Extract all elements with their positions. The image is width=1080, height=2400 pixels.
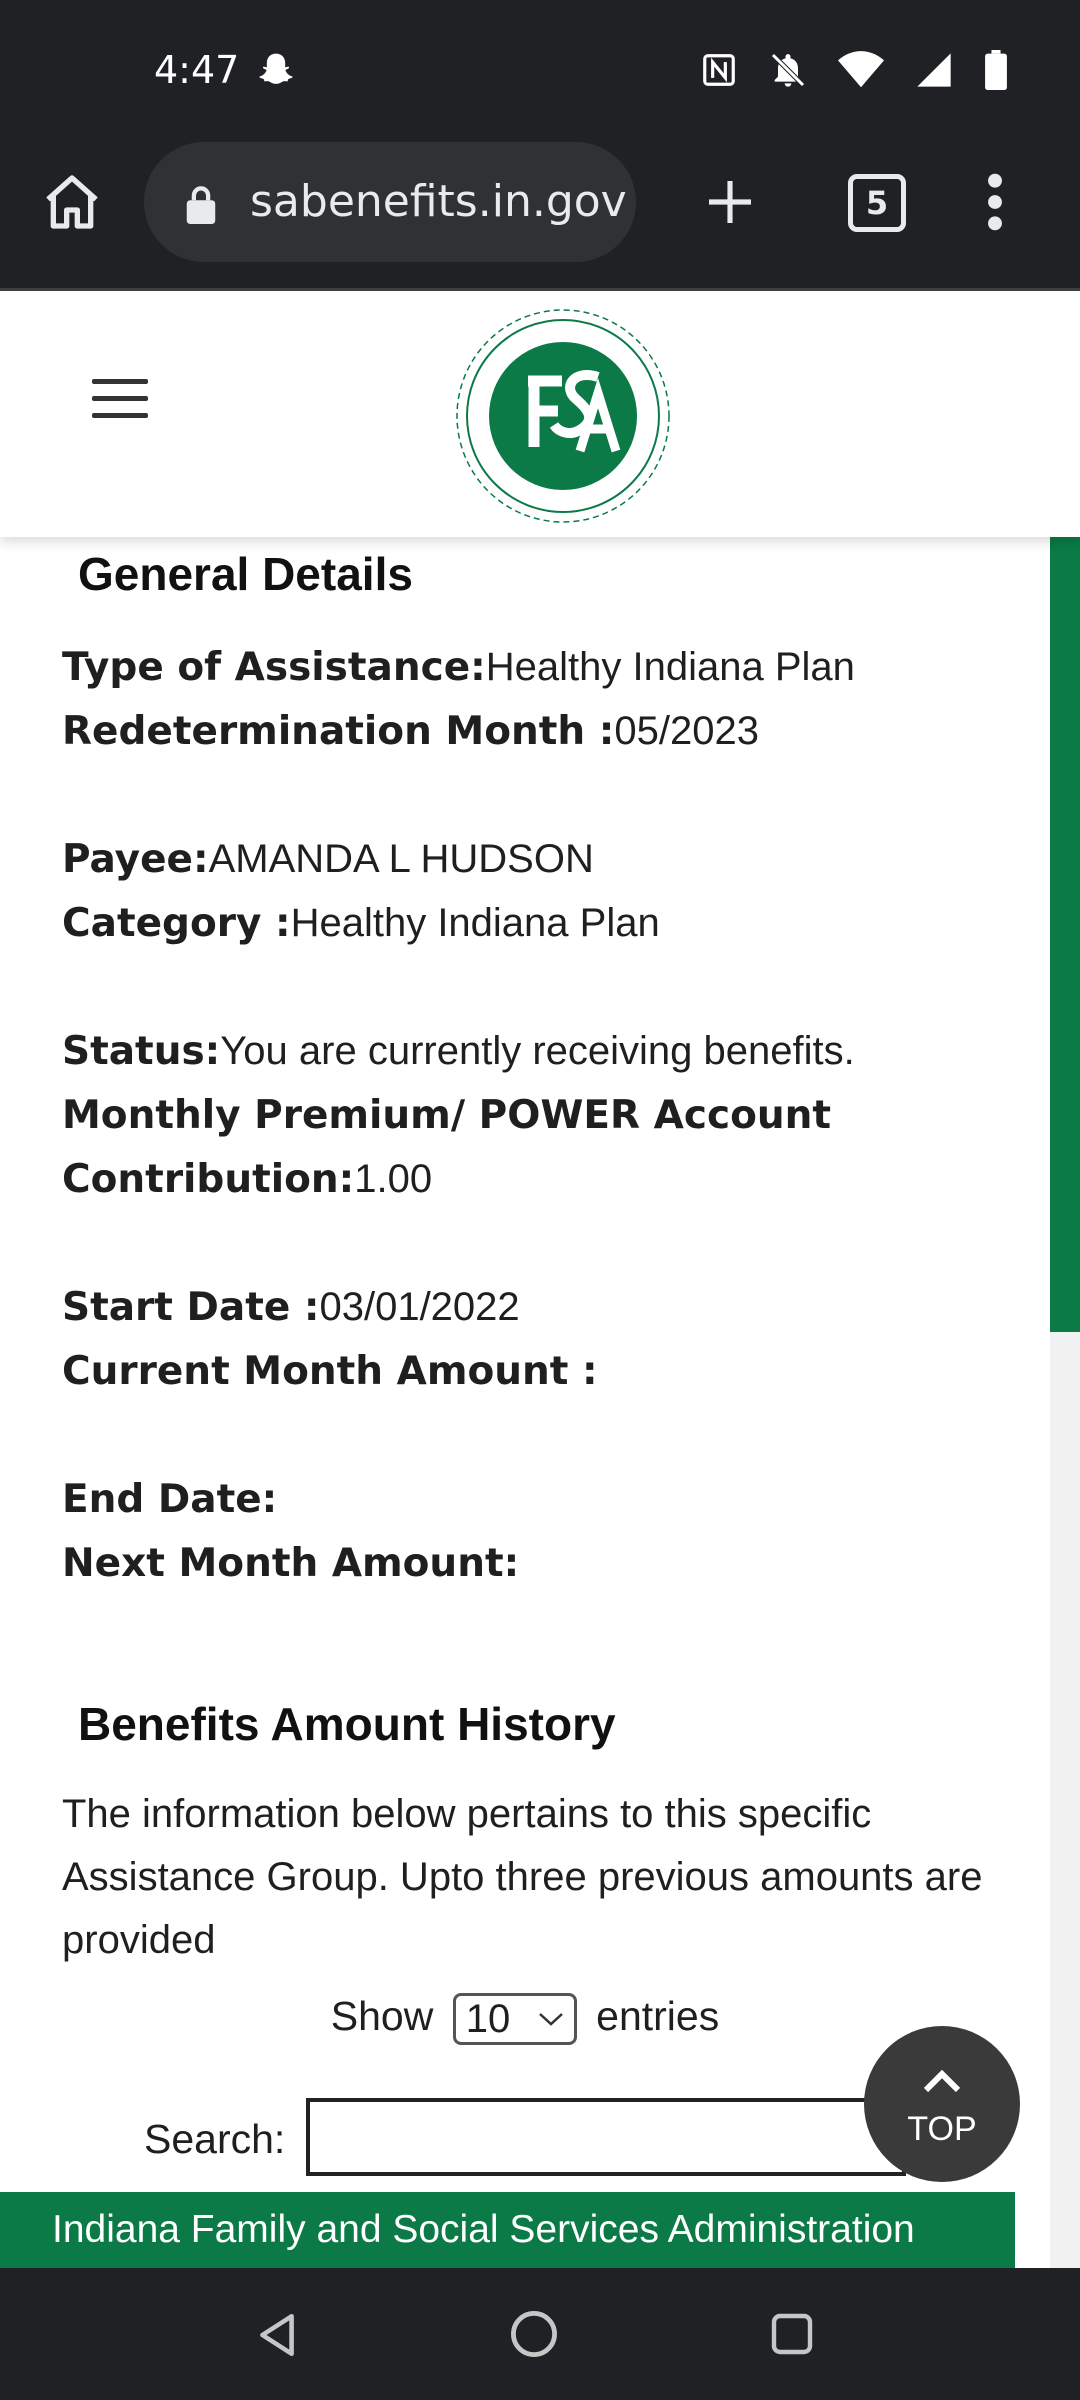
status-time: 4:47 bbox=[154, 48, 240, 92]
entries-label: entries bbox=[596, 1993, 720, 2039]
current-amount-row: Current Month Amount : bbox=[62, 1349, 598, 1394]
search-label: Search: bbox=[144, 2116, 286, 2162]
page-content bbox=[0, 537, 1050, 2192]
hamburger-menu-icon[interactable] bbox=[92, 379, 148, 423]
chevron-up-icon bbox=[920, 2066, 964, 2094]
chevron-down-icon bbox=[538, 2011, 564, 2027]
history-description: The information below pertains to this specific Assistance Group. Upto three previous amounts are provided bbox=[62, 1792, 983, 1962]
category-row: Category :Healthy Indiana Plan bbox=[62, 901, 660, 946]
status-bar bbox=[0, 0, 1080, 140]
url-text: sabenefits.in.gov bbox=[250, 176, 627, 227]
redetermination-row: Redetermination Month :05/2023 bbox=[62, 709, 759, 754]
entries-select[interactable] bbox=[453, 1993, 577, 2045]
footer-bar: Indiana Family and Social Services Administration bbox=[0, 2192, 1015, 2268]
status-icons bbox=[700, 50, 1008, 90]
address-bar[interactable] bbox=[144, 142, 636, 262]
type-of-assistance-row: Type of Assistance:Healthy Indiana Plan bbox=[62, 645, 855, 690]
site-header bbox=[0, 291, 1080, 537]
home-circle-icon[interactable] bbox=[508, 2308, 560, 2360]
signal-icon bbox=[914, 50, 954, 90]
system-navigation-bar bbox=[0, 2268, 1080, 2400]
next-amount-row: Next Month Amount: bbox=[62, 1541, 520, 1586]
nfc-icon bbox=[700, 50, 738, 90]
battery-icon bbox=[984, 50, 1008, 90]
lock-icon bbox=[186, 186, 216, 224]
end-date-row: End Date: bbox=[62, 1477, 278, 1522]
back-to-top-button[interactable] bbox=[864, 2026, 1020, 2182]
snapchat-icon bbox=[254, 50, 298, 94]
payee-row: Payee:AMANDA L HUDSON bbox=[62, 837, 594, 882]
tab-switcher-button[interactable]: 5 bbox=[848, 174, 906, 232]
fssa-logo-icon[interactable] bbox=[448, 301, 678, 531]
wifi-icon bbox=[838, 50, 884, 90]
status-row: Status:You are currently receiving benefits. bbox=[62, 1029, 855, 1074]
benefits-history-title: Benefits Amount History bbox=[78, 1698, 616, 1750]
bell-off-icon bbox=[768, 50, 808, 90]
entries-row bbox=[0, 1993, 1050, 2045]
scrollbar-thumb[interactable] bbox=[1050, 537, 1080, 1332]
back-icon[interactable] bbox=[252, 2310, 302, 2360]
home-icon[interactable] bbox=[40, 170, 104, 234]
new-tab-icon[interactable] bbox=[702, 174, 758, 230]
entries-value: 10 bbox=[465, 1996, 511, 2041]
start-date-row: Start Date :03/01/2022 bbox=[62, 1285, 520, 1330]
general-details-title: General Details bbox=[78, 548, 413, 600]
top-label: TOP bbox=[907, 2110, 977, 2148]
premium-row: Contribution:1.00 bbox=[62, 1157, 433, 1202]
search-input[interactable] bbox=[306, 2098, 906, 2176]
browser-toolbar bbox=[0, 140, 1080, 291]
more-vert-icon[interactable] bbox=[980, 170, 1010, 234]
recents-icon[interactable] bbox=[768, 2310, 816, 2358]
show-label: Show bbox=[330, 1993, 434, 2039]
premium-label-row: Monthly Premium/ POWER Account bbox=[62, 1093, 832, 1138]
